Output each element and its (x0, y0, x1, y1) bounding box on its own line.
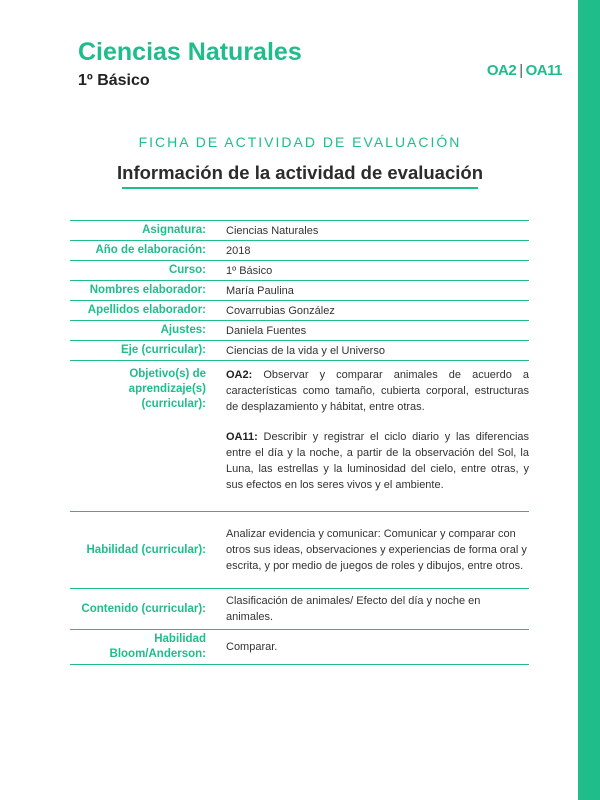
contenido-label: Contenido (curricular): (81, 602, 206, 615)
side-accent-stripe (578, 0, 600, 800)
oa11-text: Describir y registrar el ciclo diario y las diferencias entre el día y la noche, a partir de la observación del Sol, la Luna, las estrellas y la luminosidad del cielo, entre otras, y sus efectos en los seres vivos y el ambiente. (226, 431, 529, 491)
row-label: Asignatura: (142, 224, 206, 236)
oa-code-right: OA11 (525, 62, 562, 79)
row-value: Ciencias de la vida y el Universo (226, 344, 385, 357)
oa2-text: Observar y comparar animales de acuerdo a características como tamaño, cubierta corporal, estructuras de desplazamiento y hábitat, entre otras. (226, 369, 529, 413)
table-row (70, 281, 529, 301)
objetivos-label: Objetivo(s) de aprendizaje(s) (curricular): (128, 368, 206, 410)
row-label: Nombres elaborador: (89, 284, 206, 296)
document-kicker: FICHA DE ACTIVIDAD DE EVALUACIÓN (138, 134, 462, 150)
row-value: Covarrubias González (226, 304, 335, 317)
activity-info-table (70, 220, 529, 665)
table-row-habilidad (70, 512, 529, 589)
table-row-contenido (70, 589, 529, 630)
bloom-value: Comparar. (226, 641, 278, 653)
table-row-bloom (70, 630, 529, 665)
habilidad-label: Habilidad (curricular): (86, 543, 206, 556)
objective-oa2 (226, 367, 529, 415)
row-label: Apellidos elaborador: (87, 304, 206, 316)
document-heading: Información de la actividad de evaluación (117, 162, 483, 183)
heading-underline (122, 187, 478, 189)
row-label: Curso: (168, 264, 206, 276)
table-row (70, 321, 529, 341)
row-label: Eje (curricular): (121, 344, 206, 356)
contenido-value: Clasificación de animales/ Efecto del día y noche en animales. (226, 595, 481, 623)
table-row (70, 301, 529, 321)
row-value: 1º Básico (226, 264, 273, 277)
oa11-code: OA11: (226, 431, 258, 443)
habilidad-value: Analizar evidencia y comunicar: Comunicar y comparar con otros sus ideas, observaciones y experiencias de forma oral y escrita, y por medio de juegos de roles y dibujos, entre otros. (226, 528, 527, 572)
row-value: 2018 (226, 244, 251, 257)
oa-separator: | (519, 62, 523, 79)
row-label: Ajustes: (160, 324, 206, 336)
row-value: María Paulina (226, 284, 294, 297)
objetivos-value (226, 361, 529, 512)
table-row (70, 221, 529, 241)
subject-title: Ciencias Naturales (78, 38, 302, 66)
grade-label: 1º Básico (78, 72, 150, 89)
bloom-label: Habilidad Bloom/Anderson: (109, 633, 206, 660)
row-value: Daniela Fuentes (226, 324, 307, 337)
oa2-code: OA2: (226, 369, 253, 381)
table-row (70, 261, 529, 281)
row-value: Ciencias Naturales (226, 224, 319, 237)
oa-code-left: OA2 (486, 62, 517, 79)
table-row-objetivos (70, 361, 529, 512)
table-row (70, 341, 529, 361)
table-row (70, 241, 529, 261)
row-label: Año de elaboración: (95, 244, 206, 256)
objective-oa11 (226, 429, 529, 493)
oa-codes (487, 62, 562, 79)
